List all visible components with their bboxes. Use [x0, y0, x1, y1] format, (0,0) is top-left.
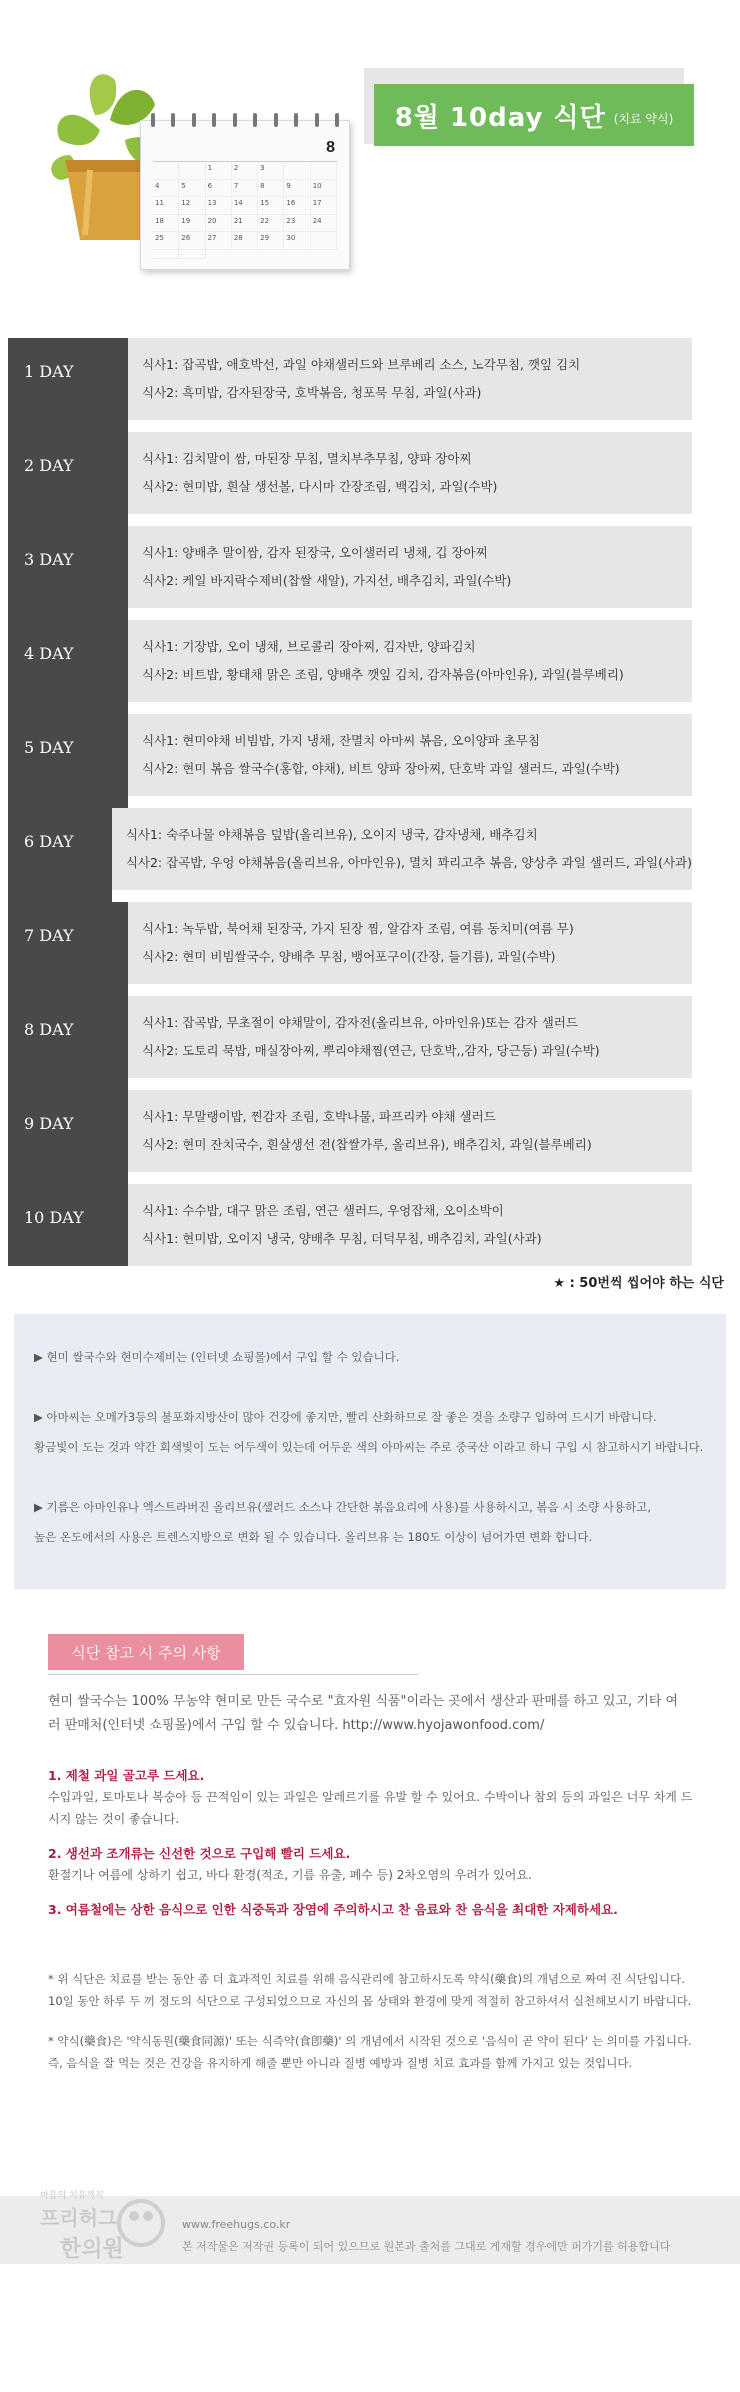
day-content	[128, 714, 692, 808]
calendar-day: 13	[206, 197, 232, 215]
calendar-day: 26	[179, 232, 205, 250]
meal-1: 식사1: 무말랭이밥, 찐감자 조림, 호박나물, 파프리카 야채 샐러드	[142, 1109, 496, 1124]
calendar-day: 12	[179, 197, 205, 215]
meal-box	[128, 338, 692, 420]
day-row	[8, 808, 692, 902]
divider	[48, 1674, 418, 1675]
caution-intro: 현미 쌀국수는 100% 무농약 현미로 만든 국수로 "효자원 식품"이라는 곳에서 생산과 판매를 하고 있고, 기타 여러 판매처(인터넷 쇼핑몰)에서 구입 할 수 있습니다. http://www.hyojawonfood.com/	[48, 1694, 679, 1733]
calendar-day: 2	[232, 162, 258, 180]
day-label: 10 DAY	[8, 1184, 128, 1266]
meal-box	[128, 902, 692, 984]
day-row	[8, 432, 692, 526]
day-row	[8, 714, 692, 808]
info-text: ▶ 기름은 아마인유나 엑스트라버진 올리브유(샐러드 소스나 간단한 볶음요리에 사용)를 사용하시고, 볶음 시 소량 사용하고,	[34, 1500, 651, 1514]
hug-logo-icon	[116, 2198, 166, 2248]
meal-box	[128, 996, 692, 1078]
star-note: ★ : 50번씩 씹어야 하는 식단	[553, 1276, 724, 1291]
day-label: 8 DAY	[8, 996, 128, 1090]
calendar-day	[311, 162, 337, 180]
day-row	[8, 620, 692, 714]
meal-2: 식사2: 케일 바지락수제비(찹쌀 새알), 가지선, 배추김치, 과일(수박)	[142, 573, 512, 588]
meal-plan-table	[8, 338, 692, 1266]
calendar-day: 6	[206, 180, 232, 198]
calendar-day: 23	[284, 215, 310, 233]
day-content	[112, 808, 692, 902]
tip-title: 2. 생선과 조개류는 신선한 것으로 구입해 빨리 드세요.	[48, 1846, 351, 1861]
calendar-icon	[140, 120, 350, 270]
meal-1: 식사1: 수수밥, 대구 맑은 조림, 연근 샐러드, 우엉잡채, 오이소박이	[142, 1203, 504, 1218]
footer-url[interactable]: www.freehugs.co.kr	[182, 2218, 291, 2231]
tip-1	[48, 1766, 698, 1830]
meal-box	[128, 714, 692, 796]
page-title: 8월 10day 식단	[394, 102, 606, 133]
meal-box	[128, 620, 692, 702]
day-content	[128, 1090, 692, 1184]
day-content	[128, 996, 692, 1090]
day-label: 5 DAY	[8, 714, 128, 808]
day-content	[128, 526, 692, 620]
day-row	[8, 1184, 692, 1266]
day-row	[8, 338, 692, 432]
calendar-day: 18	[153, 215, 179, 233]
day-label: 7 DAY	[8, 902, 128, 996]
calendar-day: 4	[153, 180, 179, 198]
meal-1: 식사1: 잡곡밥, 무초절이 야채말이, 감자전(올리브유, 아마인유)또는 감자 샐러드	[142, 1015, 578, 1030]
calendar-day: 16	[284, 197, 310, 215]
calendar-day: 7	[232, 180, 258, 198]
calendar-day: 29	[258, 232, 284, 250]
logo-name: 한의원	[60, 2237, 124, 2262]
meal-2: 식사2: 현미 비빔쌀국수, 양배추 무침, 뱅어포구이(간장, 들기름), 과일(수박)	[142, 949, 556, 964]
day-row	[8, 1090, 692, 1184]
meal-1: 식사1: 양배추 말이쌈, 감자 된장국, 오이샐러리 냉채, 깁 장아찌	[142, 545, 488, 560]
meal-1: 식사1: 김치말이 쌈, 마된장 무침, 멸치부추무침, 양파 장아찌	[142, 451, 472, 466]
day-content	[128, 338, 692, 432]
title-banner	[374, 84, 694, 146]
meal-box	[112, 808, 692, 890]
meal-box	[128, 1184, 692, 1266]
info-text: 황금빛이 도는 것과 약간 회색빛이 도는 어두색이 있는데 어두운 색의 아마씨는 주로 중국산 이라고 하니 구입 시 참고하시기 바랍니다.	[34, 1440, 704, 1454]
meal-1: 식사1: 녹두밥, 북어채 된장국, 가지 된장 찜, 알감자 조림, 여름 동치미(여름 무)	[142, 921, 574, 936]
calendar-day	[284, 162, 310, 180]
tip-2	[48, 1844, 698, 1886]
day-label: 3 DAY	[8, 526, 128, 620]
page-subtitle: (치료 약식)	[613, 111, 674, 126]
calendar-day: 27	[206, 232, 232, 250]
calendar-day: 15	[258, 197, 284, 215]
footer-copyright: 본 저작물은 저작권 등록이 되어 있으므로 원본과 출처를 그대로 게재할 경우에만 퍼가기를 허용합니다	[182, 2240, 671, 2253]
meal-box	[128, 432, 692, 514]
calendar-day: 8	[258, 180, 284, 198]
calendar-day: 17	[311, 197, 337, 215]
calendar-day: 28	[232, 232, 258, 250]
calendar-day: 21	[232, 215, 258, 233]
calendar-day: 25	[153, 232, 179, 250]
calendar-day: 22	[258, 215, 284, 233]
calendar-day	[179, 162, 205, 180]
meal-1: 식사1: 숙주나물 야채볶음 덮밥(올리브유), 오이지 냉국, 감자냉채, 배추김치	[125, 827, 538, 842]
day-label: 4 DAY	[8, 620, 128, 714]
calendar-day: 1	[206, 162, 232, 180]
tip-body: 수입과일, 토마토나 복숭아 등 끈적임이 있는 과일은 알레르기를 유발 할 수 있어요. 수박이나 참외 등의 과일은 너무 차게 드시지 않는 것이 좋습니다.	[48, 1790, 693, 1826]
calendar-day: 30	[284, 232, 310, 250]
day-content	[128, 432, 692, 526]
tip-3	[48, 1900, 698, 1920]
calendar-day	[153, 250, 179, 260]
calendar-grid	[153, 161, 337, 259]
info-text: ▶ 아마씨는 오메가3등의 불포화지방산이 많아 건강에 좋지만, 빨리 산화하므로 잘 좋은 것을 소량구 입하여 드시기 바랍니다.	[34, 1410, 657, 1424]
calendar-day	[153, 162, 179, 180]
calendar-day: 24	[311, 215, 337, 233]
calendar-day: 10	[311, 180, 337, 198]
calendar-day: 11	[153, 197, 179, 215]
meal-2: 식사2: 흑미밥, 감자된장국, 호박볶음, 청포묵 무침, 과일(사과)	[142, 385, 482, 400]
tip-title: 1. 제철 과일 골고루 드세요.	[48, 1768, 205, 1783]
calendar-day	[311, 232, 337, 250]
day-content	[128, 1184, 692, 1266]
info-box	[14, 1314, 726, 1589]
meal-2: 식사2: 현미 볶음 쌀국수(홍합, 야채), 비트 양파 장아찌, 단호박 과일 샐러드, 과일(수박)	[142, 761, 620, 776]
day-label: 2 DAY	[8, 432, 128, 526]
clinic-logo	[40, 2178, 180, 2268]
meal-2: 식사2: 현미 잔치국수, 흰살생선 전(찹쌀가루, 올리브유), 배추김치, 과일(블루베리)	[142, 1137, 592, 1152]
meal-1: 식사1: 기장밥, 오이 냉채, 브로콜리 장아찌, 김자반, 양파김치	[142, 639, 476, 654]
footnote: * 위 식단은 치료를 받는 동안 좀 더 효과적인 치료를 위해 음식관리에 참고하시도록 약식(藥食)의 개념으로 짜여 진 식단입니다. 10일 동안 하루 두 끼 정도의 식단으로 구성되었으므로 자신의 몸 상태와 환경에 맞게 적절히 참고하셔서 실천해보시기 바랍니다.	[48, 1972, 692, 2008]
meal-box	[128, 526, 692, 608]
header	[0, 0, 740, 300]
meal-2: 식사2: 잡곡밥, 우엉 야채볶음(올리브유, 아마인유), 멸치 꽈리고추 볶음, 양상추 과일 샐러드, 과일(사과)	[125, 855, 692, 870]
caution-title: 식단 참고 시 주의 사항	[48, 1634, 244, 1670]
footnote: * 약식(藥食)은 '약식동원(藥食同源)' 또는 식즉약(食卽藥)' 의 개념에서 시작된 것으로 '음식이 곧 약이 된다' 는 의미를 가집니다. 즉, 음식을 잘 먹는 것은 건강을 유지하게 해줄 뿐만 아니라 질병 예방과 질병 치료 효과를 함께 가지고 있는 것입니다.	[48, 2034, 692, 2070]
calendar-day: 5	[179, 180, 205, 198]
meal-1: 식사1: 현미야채 비빔밥, 가지 냉채, 잔멸치 아마씨 볶음, 오이양파 초무침	[142, 733, 540, 748]
meal-1: 식사1: 잡곡밥, 애호박선, 과일 야채샐러드와 브루베리 소스, 노각무침, 깻잎 김치	[142, 357, 581, 372]
day-content	[128, 620, 692, 714]
calendar-day: 19	[179, 215, 205, 233]
day-label: 1 DAY	[8, 338, 128, 432]
day-row	[8, 996, 692, 1090]
day-label: 9 DAY	[8, 1090, 128, 1184]
calendar-day: 3	[258, 162, 284, 180]
day-row	[8, 526, 692, 620]
calendar-month: 8	[326, 139, 335, 156]
calendar-day: 14	[232, 197, 258, 215]
calendar-day	[179, 250, 205, 260]
day-row	[8, 902, 692, 996]
logo-name: 프리허그	[40, 2206, 118, 2230]
day-label: 6 DAY	[8, 808, 112, 902]
meal-2: 식사1: 현미밥, 오이지 냉국, 양배추 무침, 더덕무침, 배추김치, 과일(사과)	[142, 1231, 542, 1246]
tip-body: 환절기나 여름에 상하기 쉽고, 바다 환경(적조, 기름 유출, 폐수 등) 2차오염의 우려가 있어요.	[48, 1868, 532, 1882]
meal-2: 식사2: 현미밥, 흰살 생선볼, 다시마 간장조림, 백김치, 과일(수박)	[142, 479, 498, 494]
meal-2: 식사2: 비트밥, 황태채 맑은 조림, 양배추 깻잎 김치, 감자볶음(아마인유), 과일(블루베리)	[142, 667, 624, 682]
calendar-day: 9	[284, 180, 310, 198]
meal-box	[128, 1090, 692, 1172]
logo-tagline: 마음의 치유까지	[40, 2191, 104, 2201]
info-text: ▶ 현미 쌀국수와 현미수제비는 (인터넷 쇼핑몰)에서 구입 할 수 있습니다.	[34, 1350, 400, 1364]
meal-2: 식사2: 도토리 묵밥, 매실장아찌, 뿌리야채찜(연근, 단호박,,감자, 당근등) 과일(수박)	[142, 1043, 600, 1058]
day-content	[128, 902, 692, 996]
tip-title: 3. 여름철에는 상한 음식으로 인한 식중독과 장염에 주의하시고 찬 음료와 찬 음식을 최대한 자제하세요.	[48, 1902, 618, 1917]
calendar-day: 20	[206, 215, 232, 233]
info-text: 높은 온도에서의 사용은 트렌스지방으로 변화 될 수 있습니다. 올리브유 는 180도 이상이 넘어가면 변화 합니다.	[34, 1530, 593, 1544]
